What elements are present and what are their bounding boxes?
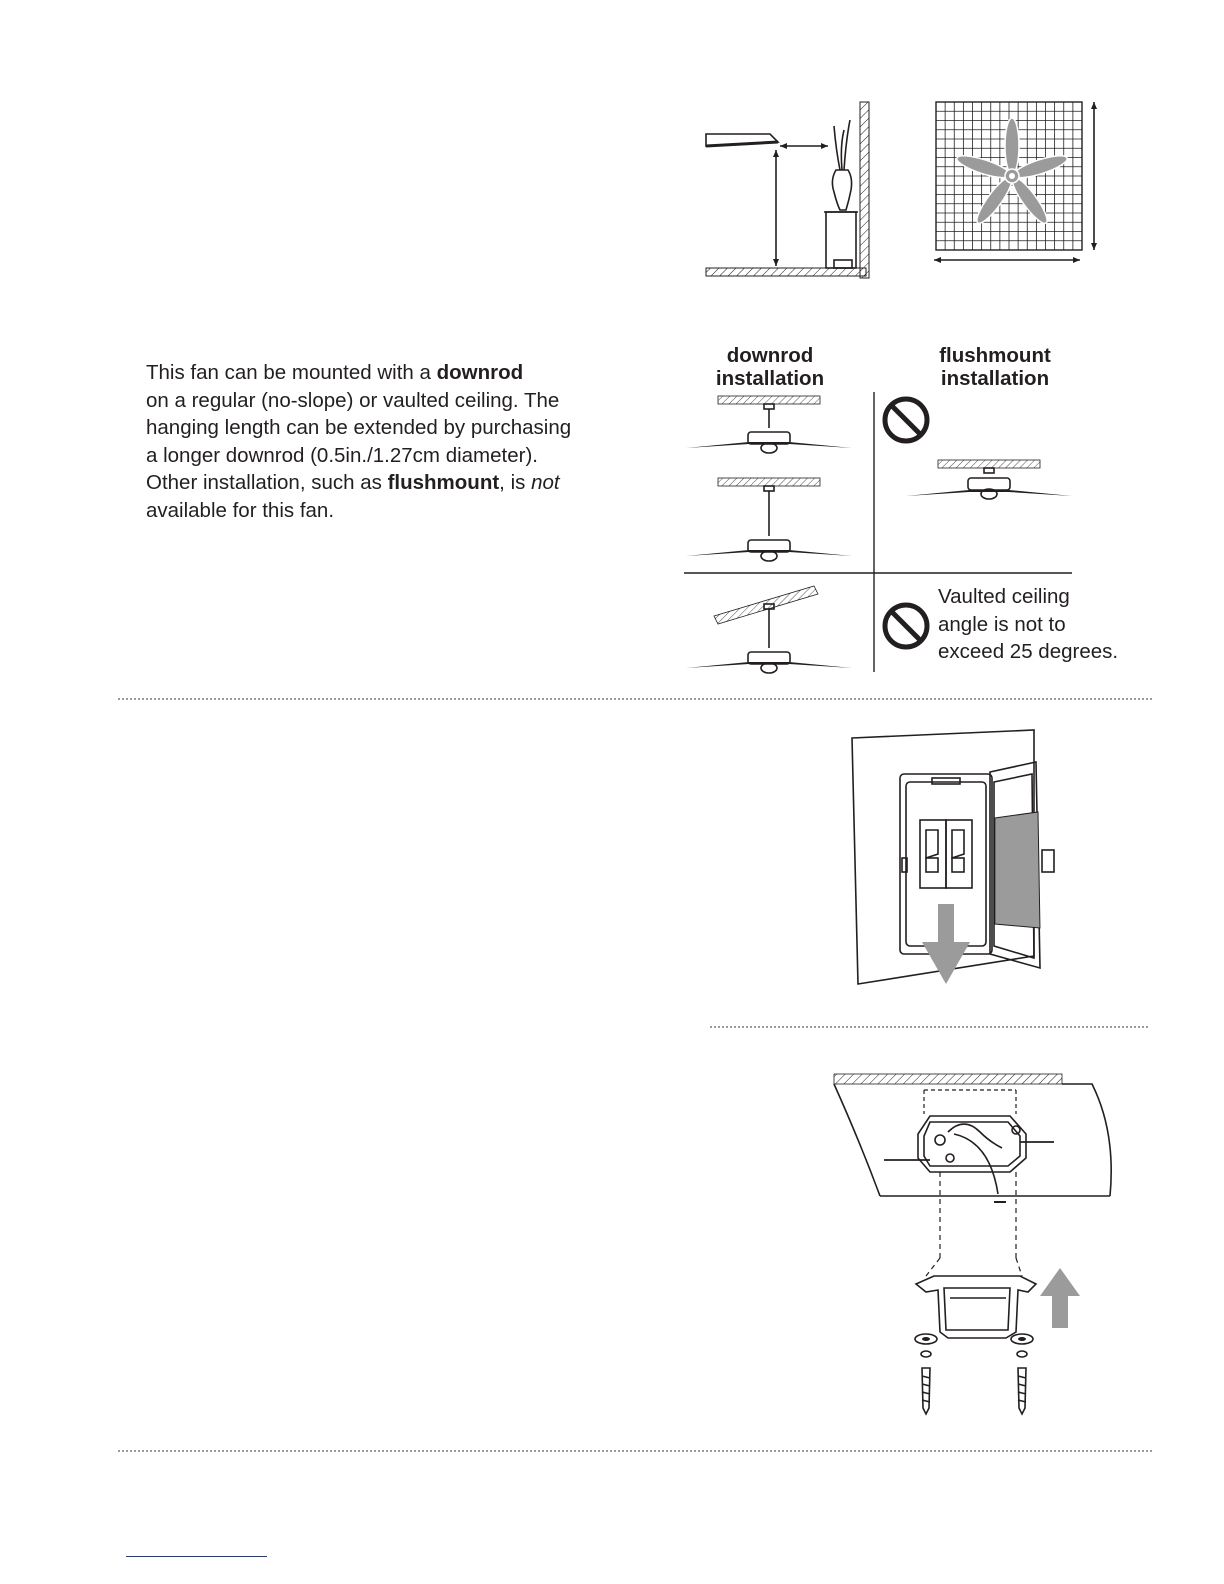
section-separator xyxy=(118,698,1152,700)
mounting-screws xyxy=(922,1368,1026,1414)
footer-link-underline xyxy=(126,1556,267,1557)
prohibited-icon xyxy=(880,600,932,652)
junction-box xyxy=(918,1116,1026,1194)
flushmount-fan xyxy=(904,456,1074,506)
circuit-breakers xyxy=(920,820,972,888)
downrod-fan-vaulted xyxy=(684,586,854,676)
breaker-panel-diagram xyxy=(846,728,1042,990)
intro-line-6: available for this fan. xyxy=(146,498,335,522)
prohibited-icon xyxy=(880,394,932,446)
ceiling-box-mounting-diagram xyxy=(830,1072,1120,1422)
downrod-fan-regular-long xyxy=(684,474,854,566)
flushmount-installation-heading: flushmount installation xyxy=(939,344,1051,390)
section-separator xyxy=(118,1450,1152,1452)
not-emphasis: not xyxy=(531,471,560,495)
vaulted-ceiling-note: Vaulted ceiling angle is not to exceed 25 degrees. xyxy=(938,585,1119,664)
intro-line-3: hanging length can be extended by purchasing xyxy=(146,416,572,440)
intro-line-5: Other installation, such as flushmount, is not xyxy=(146,471,560,495)
downrod-installation-heading: downrod installation xyxy=(715,344,825,390)
intro-line-4: a longer downrod (0.5in./1.27cm diameter). xyxy=(146,443,538,467)
flushmount-emphasis: flushmount xyxy=(387,471,500,495)
arrow-up-icon xyxy=(1040,1268,1080,1328)
intro-line-1: This fan can be mounted with a downrod xyxy=(146,361,524,384)
downrod-fan-regular-short xyxy=(684,392,854,458)
sub-section-separator xyxy=(710,1026,1148,1028)
downrod-emphasis: downrod xyxy=(436,361,524,384)
mounting-bracket xyxy=(916,1276,1036,1338)
intro-line-2: on a regular (no-slope) or vaulted ceiling. The xyxy=(146,388,560,412)
